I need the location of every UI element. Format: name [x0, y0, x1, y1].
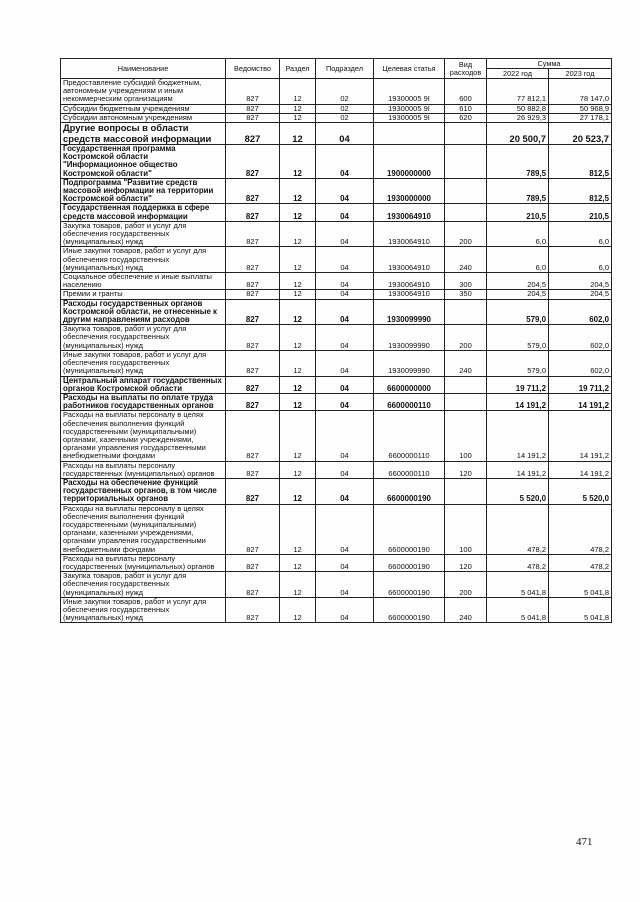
cell-2023: 210,5: [549, 204, 612, 221]
cell-dept: 827: [226, 273, 280, 290]
cell-exp-type: 200: [445, 325, 487, 351]
cell-target: 1930064910: [374, 273, 445, 290]
cell-2023: 602,0: [549, 325, 612, 351]
cell-subsection: 04: [316, 204, 374, 221]
table-row: [61, 325, 612, 351]
cell-dept: 827: [226, 221, 280, 247]
cell-section: 12: [280, 290, 316, 299]
cell-2022: 77 812,1: [487, 79, 549, 105]
cell-subsection: 04: [316, 290, 374, 299]
cell-exp-type: [445, 376, 487, 393]
cell-target: 6600000110: [374, 461, 445, 478]
cell-2023: 478,2: [549, 554, 612, 571]
cell-2023: 5 041,8: [549, 597, 612, 623]
table-row: [61, 290, 612, 299]
cell-subsection: 04: [316, 221, 374, 247]
cell-exp-type: [445, 393, 487, 410]
cell-target: 6600000190: [374, 478, 445, 504]
cell-dept: 827: [226, 104, 280, 113]
cell-2022: 14 191,2: [487, 411, 549, 461]
cell-subsection: 04: [316, 299, 374, 325]
cell-exp-type: 240: [445, 247, 487, 273]
cell-name: Расходы государственных органов Костромской области, не отнесенные к другим направлениям расходов: [61, 299, 226, 325]
cell-2022: 210,5: [487, 204, 549, 221]
cell-section: 12: [280, 325, 316, 351]
cell-2022: 14 191,2: [487, 393, 549, 410]
cell-section: 12: [280, 145, 316, 179]
cell-target: 19300005 9I: [374, 104, 445, 113]
budget-table: [60, 58, 612, 623]
header-year-2022: 2022 год: [487, 69, 549, 79]
cell-name: Расходы на выплаты персоналу государственных (муниципальных) органов: [61, 554, 226, 571]
cell-dept: 827: [226, 123, 280, 145]
cell-name: Расходы на выплаты персоналу в целях обеспечения выполнения функций государственными (муниципальными) органами, казенными учреждениями, органами управления государственными внебюджетными фондами: [61, 504, 226, 554]
cell-2023: 478,2: [549, 504, 612, 554]
table-row: [61, 461, 612, 478]
cell-section: 12: [280, 504, 316, 554]
cell-2022: 50 882,8: [487, 104, 549, 113]
table-row: [61, 123, 612, 145]
table-row: [61, 221, 612, 247]
cell-exp-type: 620: [445, 113, 487, 122]
cell-dept: 827: [226, 290, 280, 299]
table-row: [61, 178, 612, 204]
cell-2023: 204,5: [549, 290, 612, 299]
cell-2022: 26 929,3: [487, 113, 549, 122]
header-sum: Сумма: [487, 59, 612, 69]
cell-target: 1930064910: [374, 247, 445, 273]
cell-target: 1930064910: [374, 204, 445, 221]
cell-name: Социальное обеспечение и иные выплаты населению: [61, 273, 226, 290]
cell-section: 12: [280, 123, 316, 145]
cell-2022: 204,5: [487, 273, 549, 290]
cell-subsection: 04: [316, 325, 374, 351]
cell-2022: 5 520,0: [487, 478, 549, 504]
header-section: Раздел: [280, 59, 316, 79]
cell-section: 12: [280, 113, 316, 122]
cell-name: Расходы на обеспечение функций государственных органов, в том числе территориальных органов: [61, 478, 226, 504]
cell-name: Расходы на выплаты персоналу государственных (муниципальных) органов: [61, 461, 226, 478]
cell-section: 12: [280, 478, 316, 504]
cell-name: Государственная программа Костромской области "Информационное общество Костромской области": [61, 145, 226, 179]
table-row: [61, 247, 612, 273]
cell-exp-type: [445, 478, 487, 504]
cell-2023: 812,5: [549, 145, 612, 179]
cell-name: Субсидии автономным учреждениям: [61, 113, 226, 122]
cell-dept: 827: [226, 411, 280, 461]
cell-dept: 827: [226, 299, 280, 325]
cell-name: Премии и гранты: [61, 290, 226, 299]
cell-2022: 789,5: [487, 178, 549, 204]
cell-name: Предоставление субсидий бюджетным, автономным учреждениям и иным некоммерческим организациям: [61, 79, 226, 105]
table-row: [61, 299, 612, 325]
cell-2022: 478,2: [487, 554, 549, 571]
cell-section: 12: [280, 104, 316, 113]
header-exp-type: Вид расходов: [445, 59, 487, 79]
cell-target: 1930064910: [374, 221, 445, 247]
cell-dept: 827: [226, 325, 280, 351]
cell-2023: 6,0: [549, 247, 612, 273]
cell-2023: 6,0: [549, 221, 612, 247]
cell-2023: 5 041,8: [549, 572, 612, 598]
cell-exp-type: 300: [445, 273, 487, 290]
table-row: [61, 572, 612, 598]
cell-exp-type: 200: [445, 221, 487, 247]
cell-subsection: 02: [316, 104, 374, 113]
cell-2023: 50 968,9: [549, 104, 612, 113]
header-name: Наименование: [61, 59, 226, 79]
cell-subsection: 04: [316, 273, 374, 290]
cell-name: Государственная поддержка в сфере средств массовой информации: [61, 204, 226, 221]
table-row: [61, 145, 612, 179]
table-row: [61, 350, 612, 376]
cell-target: 1930064910: [374, 290, 445, 299]
cell-2023: 812,5: [549, 178, 612, 204]
cell-2022: 204,5: [487, 290, 549, 299]
cell-exp-type: 240: [445, 350, 487, 376]
cell-2022: 20 500,7: [487, 123, 549, 145]
cell-section: 12: [280, 597, 316, 623]
cell-exp-type: 120: [445, 554, 487, 571]
cell-dept: 827: [226, 572, 280, 598]
cell-dept: 827: [226, 478, 280, 504]
cell-name: Закупка товаров, работ и услуг для обеспечения государственных (муниципальных) нужд: [61, 221, 226, 247]
cell-exp-type: 200: [445, 572, 487, 598]
cell-target: 6600000110: [374, 411, 445, 461]
cell-subsection: 04: [316, 478, 374, 504]
cell-2023: 602,0: [549, 299, 612, 325]
table-row: [61, 273, 612, 290]
cell-2022: 579,0: [487, 350, 549, 376]
cell-subsection: 04: [316, 597, 374, 623]
cell-section: 12: [280, 411, 316, 461]
cell-dept: 827: [226, 79, 280, 105]
cell-2022: 579,0: [487, 325, 549, 351]
table-row: [61, 597, 612, 623]
cell-name: Расходы на выплаты персоналу в целях обеспечения выполнения функций государственными (муниципальными) органами, казенными учреждениями, органами управления государственными внебюджетными фондами: [61, 411, 226, 461]
cell-subsection: 04: [316, 461, 374, 478]
cell-dept: 827: [226, 113, 280, 122]
header-target: Целевая статья: [374, 59, 445, 79]
cell-2022: 5 041,8: [487, 597, 549, 623]
cell-2023: 78 147,0: [549, 79, 612, 105]
cell-2023: 20 523,7: [549, 123, 612, 145]
cell-target: 1930099990: [374, 299, 445, 325]
cell-section: 12: [280, 393, 316, 410]
cell-exp-type: 240: [445, 597, 487, 623]
cell-section: 12: [280, 204, 316, 221]
cell-subsection: 04: [316, 178, 374, 204]
cell-2023: 5 520,0: [549, 478, 612, 504]
cell-name: Иные закупки товаров, работ и услуг для обеспечения государственных (муниципальных) нужд: [61, 247, 226, 273]
cell-name: Иные закупки товаров, работ и услуг для обеспечения государственных (муниципальных) нужд: [61, 597, 226, 623]
cell-dept: 827: [226, 247, 280, 273]
cell-2023: 14 191,2: [549, 411, 612, 461]
cell-name: Расходы на выплаты по оплате труда работников государственных органов: [61, 393, 226, 410]
cell-2023: 14 191,2: [549, 461, 612, 478]
cell-name: Субсидии бюджетным учреждениям: [61, 104, 226, 113]
cell-section: 12: [280, 221, 316, 247]
table-row: [61, 478, 612, 504]
cell-name: Центральный аппарат государственных органов Костромской области: [61, 376, 226, 393]
header-year-2023: 2023 год: [549, 69, 612, 79]
cell-2022: 478,2: [487, 504, 549, 554]
page-number: 471: [576, 836, 593, 848]
cell-subsection: 04: [316, 123, 374, 145]
cell-name: Другие вопросы в области средств массовой информации: [61, 123, 226, 145]
table-row: [61, 104, 612, 113]
table-row: [61, 376, 612, 393]
cell-subsection: 04: [316, 411, 374, 461]
table-body: [61, 79, 612, 623]
cell-target: 6600000190: [374, 504, 445, 554]
cell-target: 19300005 9I: [374, 79, 445, 105]
cell-section: 12: [280, 247, 316, 273]
cell-subsection: 04: [316, 376, 374, 393]
cell-2023: 204,5: [549, 273, 612, 290]
cell-section: 12: [280, 273, 316, 290]
cell-section: 12: [280, 376, 316, 393]
cell-target: 6600000190: [374, 597, 445, 623]
header-subsection: Подраздел: [316, 59, 374, 79]
cell-dept: 827: [226, 461, 280, 478]
cell-dept: 827: [226, 145, 280, 179]
cell-subsection: 04: [316, 554, 374, 571]
cell-section: 12: [280, 178, 316, 204]
cell-2022: 6,0: [487, 221, 549, 247]
cell-section: 12: [280, 79, 316, 105]
cell-2022: 5 041,8: [487, 572, 549, 598]
cell-section: 12: [280, 554, 316, 571]
cell-target: 6600000000: [374, 376, 445, 393]
cell-exp-type: [445, 123, 487, 145]
table-row: [61, 411, 612, 461]
cell-exp-type: [445, 178, 487, 204]
cell-exp-type: [445, 204, 487, 221]
cell-target: 19300005 9I: [374, 113, 445, 122]
cell-target: [374, 123, 445, 145]
cell-2023: 14 191,2: [549, 393, 612, 410]
cell-exp-type: 100: [445, 504, 487, 554]
cell-2022: 6,0: [487, 247, 549, 273]
cell-exp-type: 120: [445, 461, 487, 478]
cell-2022: 579,0: [487, 299, 549, 325]
cell-target: 6600000190: [374, 554, 445, 571]
cell-exp-type: [445, 145, 487, 179]
cell-dept: 827: [226, 178, 280, 204]
cell-subsection: 04: [316, 350, 374, 376]
table-row: [61, 504, 612, 554]
cell-dept: 827: [226, 504, 280, 554]
cell-subsection: 04: [316, 247, 374, 273]
cell-target: 6600000110: [374, 393, 445, 410]
cell-2022: 19 711,2: [487, 376, 549, 393]
cell-2023: 27 178,1: [549, 113, 612, 122]
cell-exp-type: 350: [445, 290, 487, 299]
cell-dept: 827: [226, 204, 280, 221]
cell-name: Закупка товаров, работ и услуг для обеспечения государственных (муниципальных) нужд: [61, 572, 226, 598]
cell-name: Подпрограмма "Развитие средств массовой информации на территории Костромской области": [61, 178, 226, 204]
cell-dept: 827: [226, 554, 280, 571]
cell-section: 12: [280, 350, 316, 376]
cell-target: 1930099990: [374, 325, 445, 351]
cell-exp-type: [445, 299, 487, 325]
cell-dept: 827: [226, 376, 280, 393]
cell-2022: 789,5: [487, 145, 549, 179]
cell-section: 12: [280, 299, 316, 325]
cell-name: Закупка товаров, работ и услуг для обеспечения государственных (муниципальных) нужд: [61, 325, 226, 351]
cell-exp-type: 610: [445, 104, 487, 113]
header-dept: Ведомство: [226, 59, 280, 79]
cell-target: 1930000000: [374, 178, 445, 204]
table-row: [61, 113, 612, 122]
cell-subsection: 04: [316, 504, 374, 554]
cell-2023: 602,0: [549, 350, 612, 376]
cell-subsection: 04: [316, 393, 374, 410]
cell-subsection: 04: [316, 572, 374, 598]
cell-target: 1930099990: [374, 350, 445, 376]
table-row: [61, 393, 612, 410]
cell-subsection: 02: [316, 113, 374, 122]
cell-dept: 827: [226, 597, 280, 623]
cell-section: 12: [280, 572, 316, 598]
table-row: [61, 79, 612, 105]
cell-target: 1900000000: [374, 145, 445, 179]
table-row: [61, 554, 612, 571]
cell-2022: 14 191,2: [487, 461, 549, 478]
table-row: [61, 204, 612, 221]
cell-subsection: 04: [316, 145, 374, 179]
cell-name: Иные закупки товаров, работ и услуг для обеспечения государственных (муниципальных) нужд: [61, 350, 226, 376]
cell-exp-type: 100: [445, 411, 487, 461]
cell-2023: 19 711,2: [549, 376, 612, 393]
cell-subsection: 02: [316, 79, 374, 105]
cell-dept: 827: [226, 393, 280, 410]
cell-exp-type: 600: [445, 79, 487, 105]
cell-dept: 827: [226, 350, 280, 376]
cell-section: 12: [280, 461, 316, 478]
cell-target: 6600000190: [374, 572, 445, 598]
